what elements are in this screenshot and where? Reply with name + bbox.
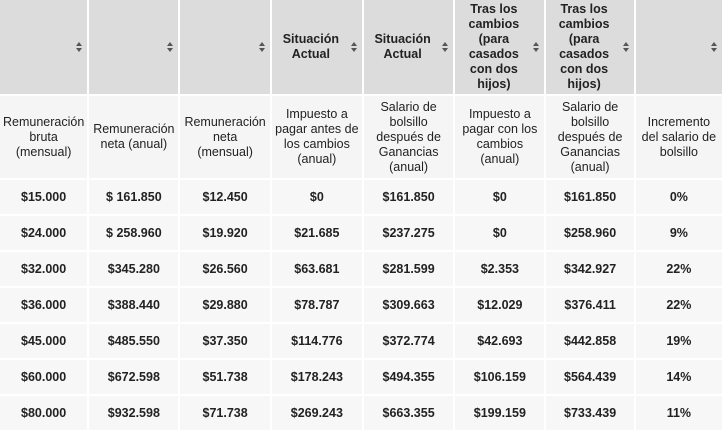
column-header-label: Situación Actual xyxy=(282,32,339,61)
table-row xyxy=(0,216,722,250)
table-cell: $24.000 xyxy=(0,216,87,250)
table-cell: $29.880 xyxy=(180,288,269,322)
table-cell: $12.450 xyxy=(180,180,269,214)
column-header-label: Tras los cambios (para casados con dos hijos) xyxy=(468,2,520,91)
table-row xyxy=(0,252,722,286)
column-description: Incremento del salario de bolsillo xyxy=(636,96,722,178)
table-cell: $178.243 xyxy=(272,360,362,394)
table-cell: $733.439 xyxy=(546,396,633,430)
table-cell: $15.000 xyxy=(0,180,87,214)
table-cell: $45.000 xyxy=(0,324,87,358)
sort-icon[interactable] xyxy=(623,42,629,52)
sort-icon[interactable] xyxy=(711,42,717,52)
table-cell: $32.000 xyxy=(0,252,87,286)
column-header-label: Situación Actual xyxy=(374,32,431,61)
table-cell: $309.663 xyxy=(364,288,453,322)
table-cell: $342.927 xyxy=(546,252,633,286)
table-row xyxy=(0,396,722,430)
table-cell: $281.599 xyxy=(364,252,453,286)
table-cell: $161.850 xyxy=(546,180,633,214)
table-cell: $161.850 xyxy=(364,180,453,214)
column-description-row xyxy=(0,96,722,178)
table-cell: $376.411 xyxy=(546,288,633,322)
table-cell: $199.159 xyxy=(455,396,544,430)
column-description: Remuneración bruta (mensual) xyxy=(0,96,87,178)
table-cell: 0% xyxy=(636,180,722,214)
table-cell: $485.550 xyxy=(89,324,178,358)
column-header-1[interactable] xyxy=(0,0,87,94)
table-cell: $672.598 xyxy=(89,360,178,394)
table-cell: $37.350 xyxy=(180,324,269,358)
table-cell: $345.280 xyxy=(89,252,178,286)
table-cell: $12.029 xyxy=(455,288,544,322)
column-header-3[interactable] xyxy=(180,0,269,94)
sort-icon[interactable] xyxy=(259,42,265,52)
table-row xyxy=(0,180,722,214)
table-cell: $564.439 xyxy=(546,360,633,394)
column-header-6[interactable] xyxy=(455,0,544,94)
table-cell: $114.776 xyxy=(272,324,362,358)
sortable-header-row xyxy=(0,0,722,94)
table-cell: $663.355 xyxy=(364,396,453,430)
table-cell: 9% xyxy=(636,216,722,250)
column-header-5[interactable] xyxy=(364,0,453,94)
column-header-label: Tras los cambios (para casados con dos hijos) xyxy=(558,2,610,91)
table-cell: $71.738 xyxy=(180,396,269,430)
table-cell: $0 xyxy=(272,180,362,214)
sort-icon[interactable] xyxy=(442,42,448,52)
column-description: Impuesto a pagar con los cambios (anual) xyxy=(455,96,544,178)
table-cell: $0 xyxy=(455,216,544,250)
table-cell: $21.685 xyxy=(272,216,362,250)
column-header-7[interactable] xyxy=(546,0,633,94)
table-cell: $2.353 xyxy=(455,252,544,286)
column-header-8[interactable] xyxy=(636,0,722,94)
table-cell: $0 xyxy=(455,180,544,214)
table-cell: 14% xyxy=(636,360,722,394)
table-cell: $372.774 xyxy=(364,324,453,358)
table-row xyxy=(0,288,722,322)
table-cell: 19% xyxy=(636,324,722,358)
sort-icon[interactable] xyxy=(76,42,82,52)
table-row xyxy=(0,360,722,394)
table-cell: $19.920 xyxy=(180,216,269,250)
sort-icon[interactable] xyxy=(167,42,173,52)
column-description: Salario de bolsillo después de Ganancias (anual) xyxy=(546,96,633,178)
table-cell: $78.787 xyxy=(272,288,362,322)
column-header-4[interactable] xyxy=(272,0,362,94)
table-cell: $80.000 xyxy=(0,396,87,430)
table-cell: $ 161.850 xyxy=(89,180,178,214)
column-description: Impuesto a pagar antes de los cambios (anual) xyxy=(272,96,362,178)
table-cell: $388.440 xyxy=(89,288,178,322)
table-cell: $494.355 xyxy=(364,360,453,394)
column-description: Salario de bolsillo después de Ganancias (anual) xyxy=(364,96,453,178)
table-row xyxy=(0,324,722,358)
column-header-2[interactable] xyxy=(89,0,178,94)
table-cell: $269.243 xyxy=(272,396,362,430)
table-cell: $60.000 xyxy=(0,360,87,394)
sort-icon[interactable] xyxy=(351,42,357,52)
table-cell: $26.560 xyxy=(180,252,269,286)
table-cell: 22% xyxy=(636,252,722,286)
column-description: Remuneración neta (anual) xyxy=(89,96,178,178)
table-cell: $932.598 xyxy=(89,396,178,430)
table-cell: $ 258.960 xyxy=(89,216,178,250)
table-cell: $258.960 xyxy=(546,216,633,250)
table-cell: $51.738 xyxy=(180,360,269,394)
table-cell: $237.275 xyxy=(364,216,453,250)
sort-icon[interactable] xyxy=(533,42,539,52)
table-cell: 11% xyxy=(636,396,722,430)
table-cell: $106.159 xyxy=(455,360,544,394)
table-cell: $42.693 xyxy=(455,324,544,358)
column-description: Remuneración neta (mensual) xyxy=(180,96,269,178)
table-cell: 22% xyxy=(636,288,722,322)
table-cell: $36.000 xyxy=(0,288,87,322)
table-cell: $442.858 xyxy=(546,324,633,358)
table-cell: $63.681 xyxy=(272,252,362,286)
